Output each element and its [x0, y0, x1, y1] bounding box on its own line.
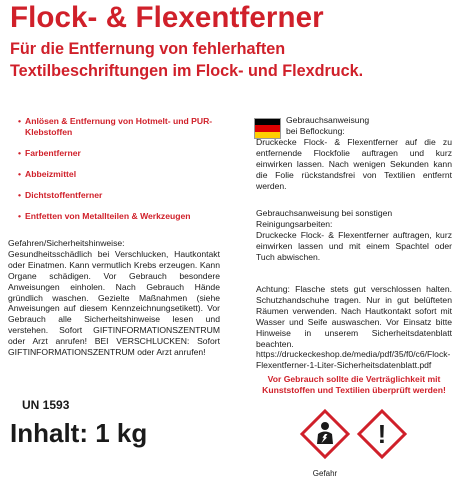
- compatibility-warning: Vor Gebrauch sollte die Verträglichkeit mit Kunststoffen und Textilien überprüft werden!: [262, 374, 446, 395]
- feature-list: [18, 116, 228, 232]
- un-number: UN 1593: [22, 398, 70, 412]
- feature-item: [18, 116, 228, 138]
- bullet-icon: •: [18, 211, 22, 221]
- german-flag-icon: [254, 118, 281, 139]
- usage-flock-heading-line: Gebrauchsanweisung: [286, 115, 370, 125]
- usage-flock-heading: [286, 115, 451, 137]
- exclamation-mark-icon: [359, 411, 405, 457]
- feature-item: [18, 169, 228, 180]
- ghs-pictograms: [299, 408, 409, 483]
- bullet-icon: •: [18, 190, 22, 200]
- product-title: Flock- & Flexentferner: [10, 1, 324, 34]
- hazard-heading: Gefahren/Sicherheitshinweise:: [8, 238, 125, 248]
- usage-flock-heading-line: bei Beflockung:: [286, 125, 345, 136]
- safety-datasheet-link[interactable]: https://druckeckeshop.de/media/pdf/35/f0/c6/Flock-Flexentferner-1-Liter-Sicherheitsdatenblatt.pdf: [256, 349, 451, 371]
- feature-text: Farbentferner: [25, 148, 81, 158]
- feature-item: [18, 211, 228, 222]
- content-amount: Inhalt: 1 kg: [10, 418, 148, 448]
- feature-item: [18, 190, 228, 201]
- usage-other-heading: Gebrauchsanweisung bei sonstigen: [256, 208, 393, 218]
- feature-item: [18, 148, 228, 159]
- usage-other-heading: Reinigungsarbeiten:: [256, 218, 333, 229]
- usage-flock-body: Druckecke Flock- & Flexentferner auf die zu entfernende Flockfolie auftragen und kurz einwirken lassen. Nach wenigen Sekunden kann die Folie rückstandsfrei von Textilien entfernt werden.: [256, 137, 452, 191]
- hazard-body: Gesundheitsschädlich bei Verschlucken, Hautkontakt oder Einatmen. Kann vermutlich Krebs erzeugen. Kann Organe schädigen. Vor Gebrauch besondere Anweisungen einholen. Nach Gebrauch Hände gründlich waschen. Gezielte Maßnahmen (siehe Anweisungen auf diesem Kennzeichnungsetikett). Vor Gebrauch alle Sicherheitshinweise lesen und verstehen. Sofort GIFTINFORMATIONSZENTRUM oder Arzt anrufen! BEI VERSCHLUCKEN: Sofort GIFTINFORMATIONSZENTRUM oder Arzt anrufen!: [8, 248, 220, 358]
- feature-text: Abbeizmittel: [25, 169, 77, 179]
- feature-text: Anlösen & Entfernung von Hotmelt- und PUR-Klebstoffen: [25, 116, 213, 137]
- subtitle-line: Textilbeschriftungen im Flock- und Flexdruck.: [10, 62, 364, 80]
- subtitle-line: Für die Entfernung von fehlerhaften: [10, 40, 286, 58]
- health-hazard-icon: [302, 411, 348, 457]
- caution-body: Achtung: Flasche stets gut verschlossen halten. Schutzhandschuhe tragen. Nur in gut belüfteten Räumen verwenden. Nach Hautkontakt sofort mit Wasser und Seife auswaschen. Vor Einsatz bitte Hinweise in unserem Sicherheitsdatenblatt beachten.: [256, 284, 452, 349]
- hazard-statements: [8, 238, 220, 358]
- bullet-icon: •: [18, 116, 22, 126]
- bullet-icon: •: [18, 169, 22, 179]
- usage-other: [256, 208, 452, 263]
- exclamation-glyph: !: [377, 419, 387, 449]
- usage-other-body: Druckecke Flock- & Flexentferner auftragen, kurz einwirken lassen und mit einem Spachtel oder Tuch abwischen.: [256, 229, 452, 262]
- product-subtitle: [10, 38, 363, 82]
- feature-text: Entfetten von Metallteilen & Werkzeugen: [25, 211, 191, 221]
- bullet-icon: •: [18, 148, 22, 158]
- signal-word: Gefahr: [312, 469, 338, 478]
- feature-text: Dichtstoffentferner: [25, 190, 103, 200]
- caution-notes: [256, 284, 452, 371]
